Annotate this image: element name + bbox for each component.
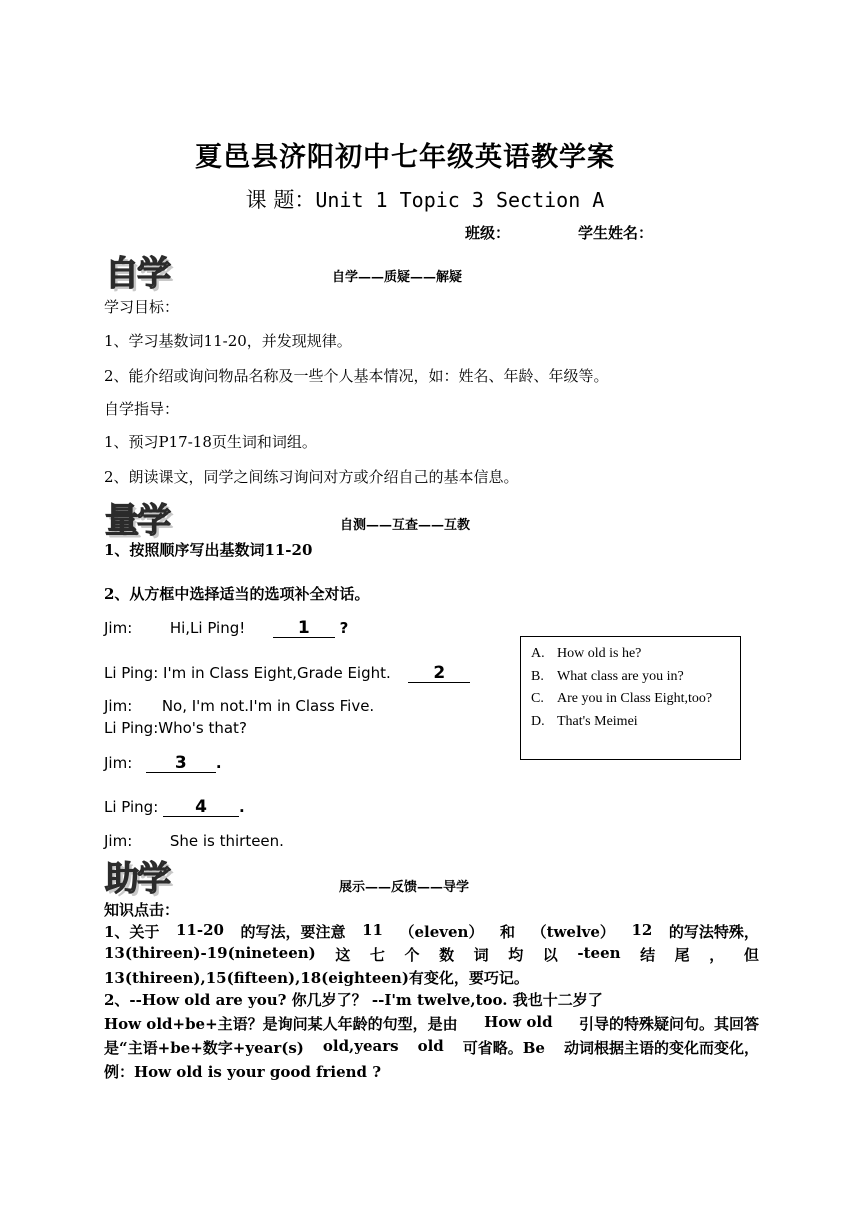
word: ， — [709, 946, 725, 964]
punctuation: . — [239, 798, 245, 816]
word: -teen — [577, 944, 621, 962]
word: 12 — [631, 921, 653, 939]
word: 数 — [439, 946, 455, 964]
speaker: Jim: — [104, 754, 133, 772]
word: 以 — [542, 946, 558, 964]
student-name-label: 学生姓名： — [578, 224, 654, 242]
dialog-line-3 — [104, 697, 374, 715]
word: 是“主语+be+数字+year(s) — [104, 1039, 304, 1057]
speaker: Jim: — [104, 619, 133, 637]
option-letter: A. — [531, 646, 545, 661]
answer-blank-1[interactable]: 1 — [273, 619, 335, 638]
word: 13(thireen)-19(nineteen) — [104, 944, 316, 962]
option-letter: C. — [531, 691, 544, 706]
speaker: Li Ping: — [104, 798, 159, 816]
text-line: 13(thireen),15(fifteen),18(eighteen)有变化，要巧记。 — [104, 969, 529, 987]
knowledge-p2 — [104, 989, 759, 1082]
page-title: 夏邑县济阳初中七年级英语教学案 — [195, 142, 615, 173]
section-subtitle: 自测——互查——互教 — [340, 518, 471, 533]
option-text: Are you in Class Eight,too? — [557, 691, 713, 706]
word: （twelve） — [531, 923, 615, 941]
dialog-text: Li Ping: I'm in Class Eight,Grade Eight. — [104, 664, 391, 682]
word: 结 — [640, 946, 656, 964]
option-letter: B. — [531, 669, 544, 684]
dialog-line-2 — [104, 664, 470, 683]
guidance-item: 1、预习P17-18页生词和词组。 — [104, 433, 317, 451]
punctuation: ? — [339, 619, 349, 637]
text-line — [104, 921, 759, 942]
word: 七 — [369, 946, 385, 964]
lesson-subject — [0, 184, 850, 214]
option-c — [531, 691, 712, 707]
guidance-item: 2、朗读课文，同学之间练习询问对方或介绍自己的基本信息。 — [104, 468, 519, 486]
dialog-text: No, I'm not.I'm in Class Five. — [161, 697, 375, 715]
knowledge-p1 — [104, 921, 759, 988]
section-logo-liangxue: 量学 — [105, 501, 169, 541]
text-line: 2、--How old are you? 你几岁了？ --I'm twelve,too. 我也十二岁了 — [104, 991, 603, 1009]
text-line — [104, 944, 759, 965]
knowledge-heading: 知识点击： — [104, 901, 180, 919]
word: 动词根据主语的变化而变化， — [563, 1039, 759, 1057]
class-label: 班级： — [465, 224, 511, 242]
punctuation: . — [215, 754, 222, 772]
options-box — [520, 636, 741, 760]
question-2: 2、从方框中选择适当的选项补全对话。 — [104, 585, 370, 603]
word: 个 — [404, 946, 420, 964]
dialog-line-4: Li Ping:Who's that? — [104, 719, 247, 737]
objective-item: 1、学习基数词11-20，并发现规律。 — [104, 332, 352, 350]
word: （eleven） — [399, 923, 484, 941]
dialog-line-5 — [104, 754, 222, 773]
word: 词 — [473, 946, 489, 964]
guidance-heading: 自学指导： — [104, 400, 180, 418]
word: How old — [484, 1013, 553, 1031]
option-text: What class are you in? — [557, 669, 684, 684]
section-subtitle: 展示——反馈——导学 — [339, 880, 470, 895]
word: 尾 — [674, 946, 690, 964]
word: 这 — [335, 946, 351, 964]
option-text: How old is he? — [557, 646, 642, 661]
option-a — [531, 646, 641, 662]
answer-blank-3[interactable]: 3 — [146, 754, 216, 773]
speaker: Jim: — [104, 832, 133, 850]
dialog-line-7 — [104, 832, 284, 850]
dialog-text: Hi,Li Ping! — [169, 619, 246, 637]
option-text: That's Meimei — [557, 714, 638, 729]
word: old,years — [322, 1037, 399, 1055]
text-line: 例：How old is your good friend ? — [104, 1063, 382, 1081]
subject-topic: Unit 1 Topic 3 Section A — [315, 188, 605, 212]
section-logo-zhuxue: 助学 — [105, 859, 169, 899]
word: 和 — [500, 923, 516, 941]
objectives-heading: 学习目标： — [104, 298, 180, 316]
word: 的写法特殊， — [668, 923, 759, 941]
word: 但 — [743, 946, 759, 964]
answer-blank-2[interactable]: 2 — [408, 664, 470, 683]
word: 11-20 — [175, 921, 224, 939]
section-subtitle: 自学——质疑——解疑 — [332, 270, 463, 285]
word: 1、关于 — [104, 923, 160, 941]
speaker: Jim: — [104, 697, 133, 715]
option-b — [531, 669, 684, 685]
word: 可省略。Be — [462, 1039, 545, 1057]
word: 的写法，要注意 — [240, 923, 346, 941]
option-d — [531, 714, 638, 730]
word: 11 — [362, 921, 383, 939]
objective-item: 2、能介绍或询问物品名称及一些个人基本情况，如：姓名、年龄、年级等。 — [104, 367, 609, 385]
dialog-line-1 — [104, 619, 348, 638]
answer-blank-4[interactable]: 4 — [163, 798, 239, 817]
word: How old+be+主语？是询问某人年龄的句型，是由 — [104, 1015, 458, 1033]
dialog-text: She is thirteen. — [169, 832, 284, 850]
word: 均 — [508, 946, 524, 964]
subject-label: 课 题： — [245, 188, 316, 212]
question-1: 1、按照顺序写出基数词11-20 — [104, 541, 313, 559]
word: 引导的特殊疑问句。其回答 — [578, 1015, 759, 1033]
option-letter: D. — [531, 714, 545, 729]
text-line — [104, 1013, 759, 1034]
word: old — [417, 1037, 444, 1055]
section-logo-zixue: 自学 — [105, 254, 169, 294]
dialog-line-6 — [104, 798, 245, 817]
text-line — [104, 1037, 759, 1058]
